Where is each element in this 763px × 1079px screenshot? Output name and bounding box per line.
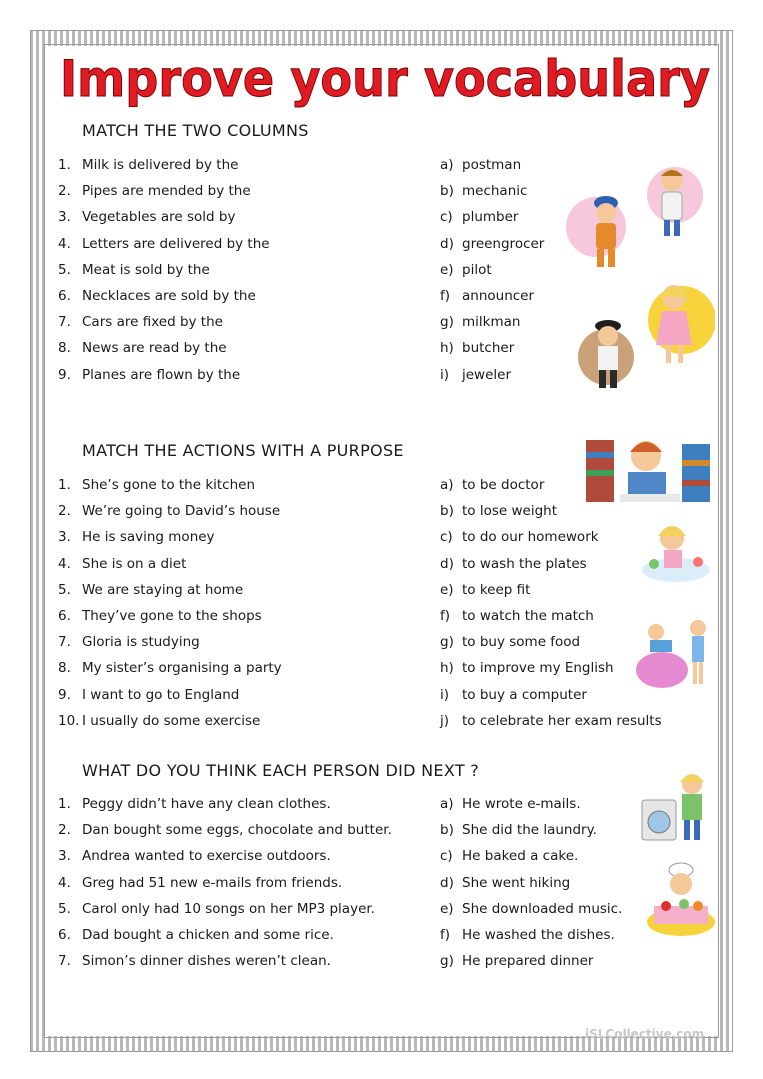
item-prompt: Dad bought a chicken and some rice. [82,926,334,943]
item-prompt: She’s gone to the kitchen [82,477,256,493]
list-item [56,953,656,979]
item-prompt: Milk is delivered by the [82,157,239,173]
answer-option: pilot [462,261,492,278]
answer-letter: h) [440,660,454,677]
answer-letter: g) [440,634,454,651]
item-number: 2. [58,822,71,839]
list-item [56,660,656,686]
item-prompt: My sister’s organising a party [82,660,282,677]
answer-option: announcer [462,287,535,304]
answer-option: He prepared dinner [462,953,594,970]
list-item [56,796,656,822]
item-prompt: Cars are fixed by the [82,314,223,331]
answer-option: jeweler [462,366,512,383]
list-item [56,848,656,874]
item-prompt: Vegetables are sold by [82,209,236,226]
answer-option: She downloaded music. [462,900,623,917]
list-item [56,477,656,503]
answer-option: to keep fit [462,581,531,598]
answer-option: to wash the plates [462,555,587,572]
list-item [56,314,656,340]
list-item [56,712,662,739]
section-heading-3: WHAT DO YOU THINK EACH PERSON DID NEXT ? [82,761,480,780]
item-prompt: Carol only had 10 songs on her MP3 player. [82,900,375,917]
item-prompt: Letters are delivered by the [82,235,270,252]
answer-option: He wrote e-mails. [462,796,581,812]
singer-girl-illustration [640,275,715,370]
list-item [56,367,656,393]
list-item [56,556,656,582]
item-number: 5. [58,581,71,598]
item-prompt: Peggy didn’t have any clean clothes. [82,796,331,812]
item-number: 9. [58,686,71,703]
answer-letter: b) [440,822,454,839]
answer-option: greengrocer [462,235,545,252]
item-prompt: Meat is sold by the [82,261,210,278]
item-prompt: I want to go to England [82,686,240,703]
item-prompt: Greg had 51 new e-mails from friends. [82,874,343,891]
list-item [56,901,656,927]
list-item [56,582,656,608]
girl-washing-illustration [636,518,716,588]
title-text: Improve your vocabulary [60,50,710,108]
list-item [56,503,656,529]
item-prompt: We are staying at home [82,581,244,598]
answer-option: butcher [462,340,515,357]
answer-letter: i) [440,366,450,383]
item-number: 8. [58,340,71,357]
item-number: 6. [58,287,71,304]
answer-option: He baked a cake. [462,848,579,865]
answer-option: postman [462,157,522,173]
item-number: 1. [58,796,71,812]
doctor-illustration [640,160,705,240]
section-3-list [56,796,656,979]
item-number: 3. [58,529,71,546]
answer-letter: d) [440,874,454,891]
answer-letter: e) [440,261,454,278]
answer-letter: c) [440,848,453,865]
item-number: 6. [58,926,71,943]
answer-option: He washed the dishes. [462,926,615,943]
item-number: 8. [58,660,71,677]
answer-letter: a) [440,796,454,812]
cake-chef-illustration [644,862,718,940]
item-number: 3. [58,209,71,226]
answer-letter: c) [440,209,453,226]
item-number: 4. [58,555,71,572]
answer-letter: c) [440,529,453,546]
answer-letter: d) [440,235,454,252]
item-prompt: Pipes are mended by the [82,183,251,200]
list-item [56,875,656,901]
answer-option: She did the laundry. [462,822,597,839]
answer-option: to do our homework [462,529,599,546]
item-prompt: Andrea wanted to exercise outdoors. [82,848,331,865]
answer-option: milkman [462,314,521,331]
item-prompt: Simon’s dinner dishes weren’t clean. [82,953,331,970]
studying-boy-illustration [584,432,714,507]
answer-option: She went hiking [462,874,571,891]
answer-option: to watch the match [462,607,594,624]
list-item [56,687,656,713]
answer-letter: g) [440,953,454,970]
answer-letter: b) [440,183,454,200]
item-number: 10. [58,712,80,729]
item-number: 7. [58,314,71,331]
answer-letter: f) [440,287,451,304]
item-number: 4. [58,235,71,252]
answer-letter: d) [440,555,454,572]
item-number: 7. [58,634,71,651]
answer-option: mechanic [462,183,528,200]
item-number: 9. [58,366,71,383]
item-prompt: We’re going to David’s house [82,503,281,520]
answer-letter: e) [440,900,454,917]
section-heading-1: MATCH THE TWO COLUMNS [82,121,309,140]
item-number: 5. [58,261,71,278]
answer-letter: h) [440,340,454,357]
list-item [56,822,656,848]
title-wordart [56,44,716,114]
item-prompt: Dan bought some eggs, chocolate and butter. [82,822,392,839]
answer-letter: a) [440,477,454,493]
answer-letter: f) [440,926,451,943]
answer-letter: i) [440,686,450,703]
item-number: 7. [58,953,71,970]
answer-option: to celebrate her exam results [462,712,662,729]
answer-option: to lose weight [462,503,558,520]
plumber-illustration [566,185,636,270]
item-prompt: Gloria is studying [82,634,200,651]
answer-option: plumber [462,209,519,226]
item-number: 6. [58,607,71,624]
list-item [56,529,656,555]
list-item [56,288,656,314]
item-prompt: They’ve gone to the shops [82,607,262,624]
item-prompt: She is on a diet [82,555,187,572]
section-2-list [56,477,662,739]
item-number: 1. [58,157,71,173]
item-number: 2. [58,183,71,200]
item-number: 5. [58,900,71,917]
item-prompt: News are read by the [82,340,227,357]
answer-letter: a) [440,157,454,173]
item-number: 1. [58,477,71,493]
item-prompt: Planes are flown by the [82,366,241,383]
laundry-girl-illustration [638,770,716,845]
item-prompt: He is saving money [82,529,215,546]
list-item [56,634,656,660]
item-prompt: I usually do some exercise [82,712,261,729]
answer-letter: g) [440,314,454,331]
item-number: 2. [58,503,71,520]
answer-letter: e) [440,581,454,598]
answer-option: to improve my English [462,660,614,677]
section-heading-2: MATCH THE ACTIONS WITH A PURPOSE [82,441,404,460]
list-item [56,157,656,183]
answer-option: to buy a computer [462,686,587,703]
pilot-illustration [578,312,640,392]
page-title [56,44,716,114]
item-prompt: Necklaces are sold by the [82,287,256,304]
answer-option: to be doctor [462,477,545,493]
item-number: 3. [58,848,71,865]
exercise-ball-illustration [626,612,716,692]
list-item [56,927,656,953]
answer-letter: f) [440,607,451,624]
answer-letter: b) [440,503,454,520]
watermark: iSLCollective.com [585,1027,705,1041]
list-item [56,608,656,634]
item-number: 4. [58,874,71,891]
answer-letter: j) [440,712,450,729]
answer-option: to buy some food [462,634,581,651]
list-item [56,340,656,366]
